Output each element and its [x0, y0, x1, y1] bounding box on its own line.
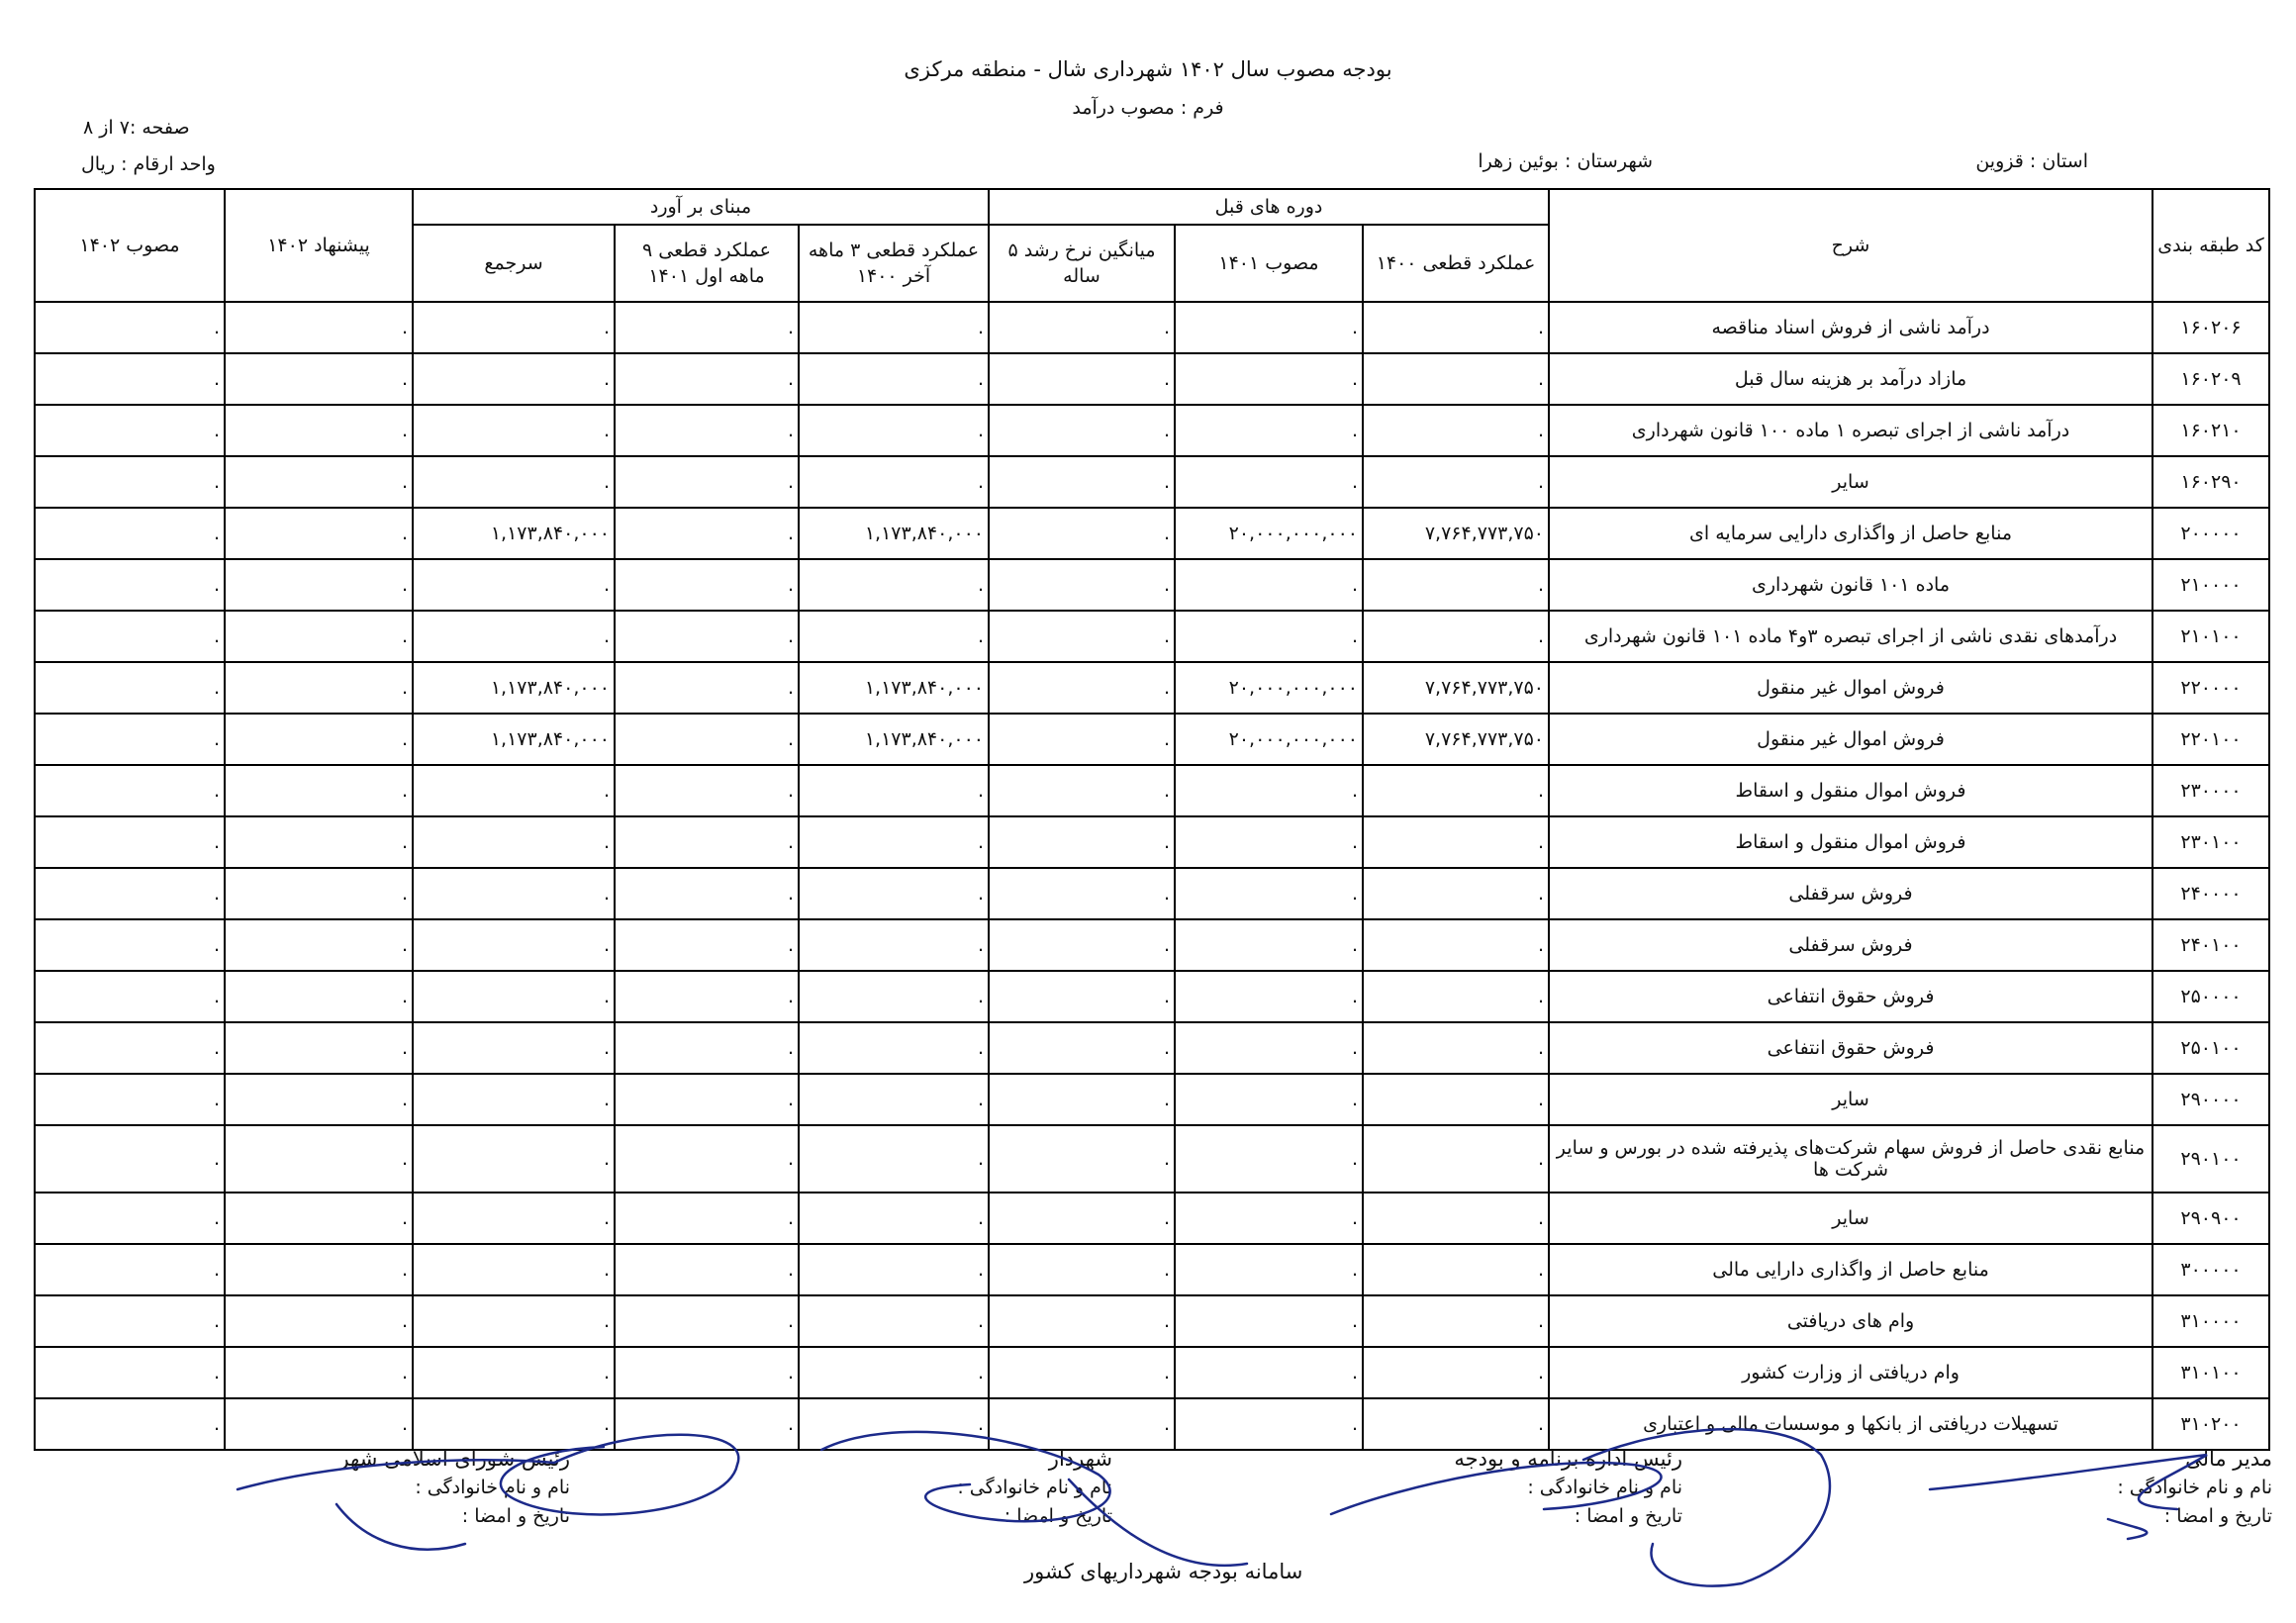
cell-value: . [603, 986, 610, 1007]
cell-value: . [977, 368, 984, 390]
cell-value: . [977, 1089, 984, 1110]
cell-value: . [787, 1362, 794, 1384]
cell-value: ۷,۷۶۴,۷۷۳,۷۵۰ [1424, 677, 1545, 699]
cell-value: . [787, 1148, 794, 1170]
cell-value: . [1351, 420, 1358, 441]
cell-value: . [787, 986, 794, 1007]
cell-value: . [787, 1310, 794, 1332]
row-description: فروش اموال غیر منقول [1549, 714, 2152, 765]
mayor-name: نام و نام خانوادگی : [957, 1477, 1112, 1498]
cell-value: . [213, 1310, 220, 1332]
row-description: وام دریافتی از وزارت کشور [1549, 1347, 2152, 1398]
budget-role: رئیس اداره برنامه و بودجه [1454, 1447, 1682, 1471]
cell-value: . [1537, 1207, 1545, 1229]
cell-value: . [1537, 471, 1545, 493]
row-code: ۲۹۰۰۰۰ [2152, 1074, 2269, 1125]
cell-value: . [787, 831, 794, 853]
cell-value: . [401, 1037, 408, 1059]
cell-value: . [401, 368, 408, 390]
cell-value: . [213, 1362, 220, 1384]
cell-value: . [1351, 1037, 1358, 1059]
cell-value: ۷,۷۶۴,۷۷۳,۷۵۰ [1424, 523, 1545, 544]
header-group-prev: دوره های قبل [989, 189, 1549, 225]
cell-value: . [1537, 986, 1545, 1007]
row-description: سایر [1549, 1074, 2152, 1125]
cell-value: . [977, 1413, 984, 1435]
cell-value: . [213, 728, 220, 750]
cell-value: ۲۰,۰۰۰,۰۰۰,۰۰۰ [1228, 523, 1358, 544]
cell-value: . [603, 831, 610, 853]
cell-value: . [1163, 368, 1170, 390]
cell-value: . [1351, 471, 1358, 493]
cell-value: . [401, 1413, 408, 1435]
cell-value: . [401, 934, 408, 956]
cell-value: . [977, 471, 984, 493]
unit-label: واحد ارقام : ریال [81, 153, 216, 175]
row-description: فروش اموال منقول و اسقاط [1549, 765, 2152, 816]
cell-value: . [787, 780, 794, 802]
header-avg-growth: میانگین نرخ رشد ۵ ساله [989, 225, 1175, 302]
cell-value: ۱,۱۷۳,۸۴۰,۰۰۰ [490, 523, 610, 544]
row-code: ۲۳۰۰۰۰ [2152, 765, 2269, 816]
cell-value: . [787, 1207, 794, 1229]
cell-value: . [977, 1148, 984, 1170]
cell-value: . [1163, 317, 1170, 338]
cell-value: . [1351, 317, 1358, 338]
cell-value: . [787, 1259, 794, 1281]
header-proposed-1402: پیشنهاد ۱۴۰۲ [225, 189, 413, 302]
cell-value: . [787, 1413, 794, 1435]
header-code: کد طبقه بندی [2152, 189, 2269, 302]
row-description: سایر [1549, 456, 2152, 508]
cell-value: . [1163, 986, 1170, 1007]
cell-value: . [401, 1310, 408, 1332]
cell-value: . [603, 368, 610, 390]
cell-value: . [1351, 934, 1358, 956]
cell-value: . [1351, 1089, 1358, 1110]
row-code: ۲۴۰۱۰۰ [2152, 919, 2269, 971]
cell-value: . [787, 471, 794, 493]
row-description: فروش حقوق انتفاعی [1549, 971, 2152, 1022]
cell-value: . [787, 1037, 794, 1059]
row-code: ۳۱۰۰۰۰ [2152, 1295, 2269, 1347]
cell-value: . [213, 420, 220, 441]
cell-value: . [1163, 420, 1170, 441]
cell-value: . [213, 986, 220, 1007]
cell-value: . [787, 523, 794, 544]
row-description: منابع حاصل از واگذاری دارایی مالی [1549, 1244, 2152, 1295]
council-date: تاریخ و امضا : [461, 1505, 570, 1527]
cell-value: . [977, 1037, 984, 1059]
cell-value: . [787, 934, 794, 956]
cell-value: . [1351, 574, 1358, 596]
row-code: ۳۰۰۰۰۰ [2152, 1244, 2269, 1295]
cell-value: . [1351, 883, 1358, 905]
cell-value: . [977, 1310, 984, 1332]
page-number: صفحه :۷ از ۸ [83, 117, 190, 139]
cell-value: . [603, 420, 610, 441]
cell-value: . [213, 574, 220, 596]
row-code: ۲۰۰۰۰۰ [2152, 508, 2269, 559]
county-label: شهرستان : بوئین زهرا [1478, 150, 1653, 172]
council-role: رئیس شورای اسلامی شهر [338, 1447, 570, 1471]
row-code: ۲۲۰۱۰۰ [2152, 714, 2269, 765]
cell-value: . [1537, 1089, 1545, 1110]
council-signature-stroke [238, 1435, 738, 1550]
cell-value: . [401, 1089, 408, 1110]
cell-value: . [1351, 780, 1358, 802]
cell-value: . [1163, 1207, 1170, 1229]
cell-value: . [401, 625, 408, 647]
cell-value: . [401, 831, 408, 853]
cell-value: . [1351, 1413, 1358, 1435]
cell-value: . [1163, 574, 1170, 596]
cell-value: . [603, 1148, 610, 1170]
cell-value: . [1537, 780, 1545, 802]
header-group-basis: مبنای بر آورد [413, 189, 989, 225]
cell-value: . [401, 883, 408, 905]
cell-value: . [1163, 523, 1170, 544]
cell-value: . [977, 1259, 984, 1281]
header-actual-9m: عملکرد قطعی ۹ ماهه اول ۱۴۰۱ [615, 225, 799, 302]
cell-value: . [1163, 883, 1170, 905]
row-description: فروش اموال غیر منقول [1549, 662, 2152, 714]
cell-value: . [1163, 1037, 1170, 1059]
row-code: ۲۴۰۰۰۰ [2152, 868, 2269, 919]
cell-value: . [603, 1310, 610, 1332]
cell-value: . [1537, 368, 1545, 390]
row-description: درآمدهای نقدی ناشی از اجرای تبصره ۳و۴ ماده ۱۰۱ قانون شهرداری [1549, 611, 2152, 662]
cell-value: . [603, 574, 610, 596]
header-approved-1401: مصوب ۱۴۰۱ [1175, 225, 1363, 302]
cell-value: ۲۰,۰۰۰,۰۰۰,۰۰۰ [1228, 728, 1358, 750]
row-description: درآمد ناشی از فروش اسناد مناقصه [1549, 302, 2152, 353]
cell-value: ۲۰,۰۰۰,۰۰۰,۰۰۰ [1228, 677, 1358, 699]
cell-value: . [1163, 471, 1170, 493]
cell-value: . [1537, 317, 1545, 338]
cell-value: ۱,۱۷۳,۸۴۰,۰۰۰ [490, 677, 610, 699]
cell-value: . [1351, 1259, 1358, 1281]
cell-value: . [787, 728, 794, 750]
cell-value: . [213, 1089, 220, 1110]
cell-value: ۱,۱۷۳,۸۴۰,۰۰۰ [864, 728, 984, 750]
cell-value: . [1537, 883, 1545, 905]
cell-value: . [977, 934, 984, 956]
cell-value: . [1351, 1362, 1358, 1384]
finance-role: مدیر مالی [2185, 1447, 2272, 1471]
row-code: ۱۶۰۲۰۹ [2152, 353, 2269, 405]
row-description: منابع حاصل از واگذاری دارایی سرمایه ای [1549, 508, 2152, 559]
cell-value: . [1537, 1037, 1545, 1059]
row-code: ۲۱۰۰۰۰ [2152, 559, 2269, 611]
cell-value: . [603, 317, 610, 338]
cell-value: . [1163, 625, 1170, 647]
row-code: ۲۵۰۱۰۰ [2152, 1022, 2269, 1074]
cell-value: . [1163, 831, 1170, 853]
cell-value: . [1351, 986, 1358, 1007]
cell-value: . [1351, 1310, 1358, 1332]
cell-value: . [787, 1089, 794, 1110]
cell-value: . [787, 677, 794, 699]
cell-value: . [401, 780, 408, 802]
header-actual-1400: عملکرد قطعی ۱۴۰۰ [1363, 225, 1549, 302]
budget-name: نام و نام خانوادگی : [1527, 1477, 1682, 1498]
cell-value: . [977, 574, 984, 596]
cell-value: . [1351, 1148, 1358, 1170]
cell-value: . [401, 728, 408, 750]
cell-value: . [1163, 1259, 1170, 1281]
cell-value: . [1351, 368, 1358, 390]
province-label: استان : قزوین [1975, 150, 2088, 172]
cell-value: . [1537, 1413, 1545, 1435]
row-description: فروش سرقفلی [1549, 919, 2152, 971]
cell-value: . [213, 1413, 220, 1435]
row-description: وام های دریافتی [1549, 1295, 2152, 1347]
cell-value: . [1163, 1310, 1170, 1332]
cell-value: . [1163, 677, 1170, 699]
cell-value: . [1537, 1148, 1545, 1170]
row-description: سایر [1549, 1193, 2152, 1244]
cell-value: . [213, 883, 220, 905]
row-code: ۲۳۰۱۰۰ [2152, 816, 2269, 868]
cell-value: . [213, 1037, 220, 1059]
cell-value: . [603, 1362, 610, 1384]
cell-value: . [1537, 625, 1545, 647]
finance-name: نام و نام خانوادگی : [2117, 1477, 2272, 1498]
cell-value: ۱,۱۷۳,۸۴۰,۰۰۰ [864, 523, 984, 544]
cell-value: . [977, 831, 984, 853]
mayor-date: تاریخ و امضا : [1004, 1505, 1112, 1527]
row-code: ۲۹۰۹۰۰ [2152, 1193, 2269, 1244]
cell-value: . [977, 883, 984, 905]
cell-value: . [1351, 1207, 1358, 1229]
cell-value: . [603, 1207, 610, 1229]
cell-value: . [603, 780, 610, 802]
row-code: ۳۱۰۱۰۰ [2152, 1347, 2269, 1398]
cell-value: . [401, 317, 408, 338]
cell-value: . [1163, 780, 1170, 802]
header-approved-1402: مصوب ۱۴۰۲ [35, 189, 225, 302]
cell-value: . [1163, 1413, 1170, 1435]
cell-value: . [603, 1037, 610, 1059]
cell-value: . [213, 471, 220, 493]
cell-value: . [401, 1259, 408, 1281]
finance-date: تاریخ و امضا : [2163, 1505, 2272, 1527]
cell-value: . [787, 574, 794, 596]
cell-value: . [603, 1259, 610, 1281]
form-name: فرم : مصوب درآمد [1072, 97, 1224, 119]
footer-system-name: سامانه بودجه شهرداریهای کشور [1024, 1560, 1303, 1583]
cell-value: . [977, 625, 984, 647]
cell-value: . [1537, 1259, 1545, 1281]
cell-value: . [1537, 420, 1545, 441]
cell-value: . [1537, 934, 1545, 956]
header-actual-3m: عملکرد قطعی ۳ ماهه آخر ۱۴۰۰ [799, 225, 989, 302]
cell-value: . [1351, 831, 1358, 853]
row-description: درآمد ناشی از اجرای تبصره ۱ ماده ۱۰۰ قانون شهرداری [1549, 405, 2152, 456]
cell-value: . [1537, 574, 1545, 596]
budget-signature-stroke [1331, 1429, 1830, 1586]
cell-value: . [1537, 1310, 1545, 1332]
row-description: تسهیلات دریافتی از بانکها و موسسات مالی و اعتباری [1549, 1398, 2152, 1450]
cell-value: . [401, 986, 408, 1007]
row-code: ۲۵۰۰۰۰ [2152, 971, 2269, 1022]
cell-value: . [977, 780, 984, 802]
cell-value: . [401, 1362, 408, 1384]
cell-value: . [213, 1259, 220, 1281]
cell-value: . [213, 317, 220, 338]
cell-value: ۱,۱۷۳,۸۴۰,۰۰۰ [864, 677, 984, 699]
cell-value: . [213, 934, 220, 956]
cell-value: . [603, 471, 610, 493]
cell-value: . [1163, 1362, 1170, 1384]
cell-value: . [603, 1089, 610, 1110]
cell-value: . [213, 523, 220, 544]
cell-value: . [603, 883, 610, 905]
cell-value: . [787, 420, 794, 441]
mayor-role: شهردار [1048, 1447, 1112, 1471]
cell-value: . [213, 1148, 220, 1170]
cell-value: . [1163, 1148, 1170, 1170]
cell-value: . [213, 677, 220, 699]
cell-value: ۷,۷۶۴,۷۷۳,۷۵۰ [1424, 728, 1545, 750]
cell-value: . [401, 523, 408, 544]
cell-value: . [213, 1207, 220, 1229]
cell-value: . [1351, 625, 1358, 647]
header-description: شرح [1549, 189, 2152, 302]
cell-value: ۱,۱۷۳,۸۴۰,۰۰۰ [490, 728, 610, 750]
row-code: ۲۹۰۱۰۰ [2152, 1125, 2269, 1193]
row-description: فروش حقوق انتفاعی [1549, 1022, 2152, 1074]
cell-value: . [603, 934, 610, 956]
cell-value: . [977, 1207, 984, 1229]
row-code: ۱۶۰۲۱۰ [2152, 405, 2269, 456]
cell-value: . [787, 625, 794, 647]
cell-value: . [1537, 1362, 1545, 1384]
header-total: سرجمع [413, 225, 615, 302]
finance-signature-stroke [1930, 1455, 2207, 1539]
row-description: ماده ۱۰۱ قانون شهرداری [1549, 559, 2152, 611]
cell-value: . [401, 1148, 408, 1170]
row-description: فروش اموال منقول و اسقاط [1549, 816, 2152, 868]
cell-value: . [603, 625, 610, 647]
cell-value: . [1537, 831, 1545, 853]
row-code: ۱۶۰۲۹۰ [2152, 456, 2269, 508]
cell-value: . [1163, 934, 1170, 956]
cell-value: . [401, 471, 408, 493]
cell-value: . [401, 574, 408, 596]
cell-value: . [603, 1413, 610, 1435]
cell-value: . [977, 986, 984, 1007]
row-description: منابع نقدی حاصل از فروش سهام شرکت‌های پذیرفته شده در بورس و سایر شرکت ها [1549, 1125, 2152, 1193]
cell-value: . [1163, 728, 1170, 750]
cell-value: . [401, 420, 408, 441]
document-title: بودجه مصوب سال ۱۴۰۲ شهرداری شال - منطقه مرکزی [904, 57, 1392, 81]
cell-value: . [213, 625, 220, 647]
cell-value: . [787, 883, 794, 905]
cell-value: . [401, 1207, 408, 1229]
row-code: ۱۶۰۲۰۶ [2152, 302, 2269, 353]
cell-value: . [213, 368, 220, 390]
cell-value: . [213, 831, 220, 853]
cell-value: . [977, 1362, 984, 1384]
row-description: فروش سرقفلی [1549, 868, 2152, 919]
row-code: ۲۱۰۱۰۰ [2152, 611, 2269, 662]
cell-value: . [787, 317, 794, 338]
mayor-signature-stroke [821, 1432, 1247, 1566]
row-description: مازاد درآمد بر هزینه سال قبل [1549, 353, 2152, 405]
cell-value: . [977, 317, 984, 338]
cell-value: . [401, 677, 408, 699]
row-code: ۳۱۰۲۰۰ [2152, 1398, 2269, 1450]
cell-value: . [977, 420, 984, 441]
budget-date: تاریخ و امضا : [1574, 1505, 1682, 1527]
cell-value: . [213, 780, 220, 802]
row-code: ۲۲۰۰۰۰ [2152, 662, 2269, 714]
cell-value: . [1163, 1089, 1170, 1110]
cell-value: . [787, 368, 794, 390]
council-name: نام و نام خانوادگی : [415, 1477, 570, 1498]
